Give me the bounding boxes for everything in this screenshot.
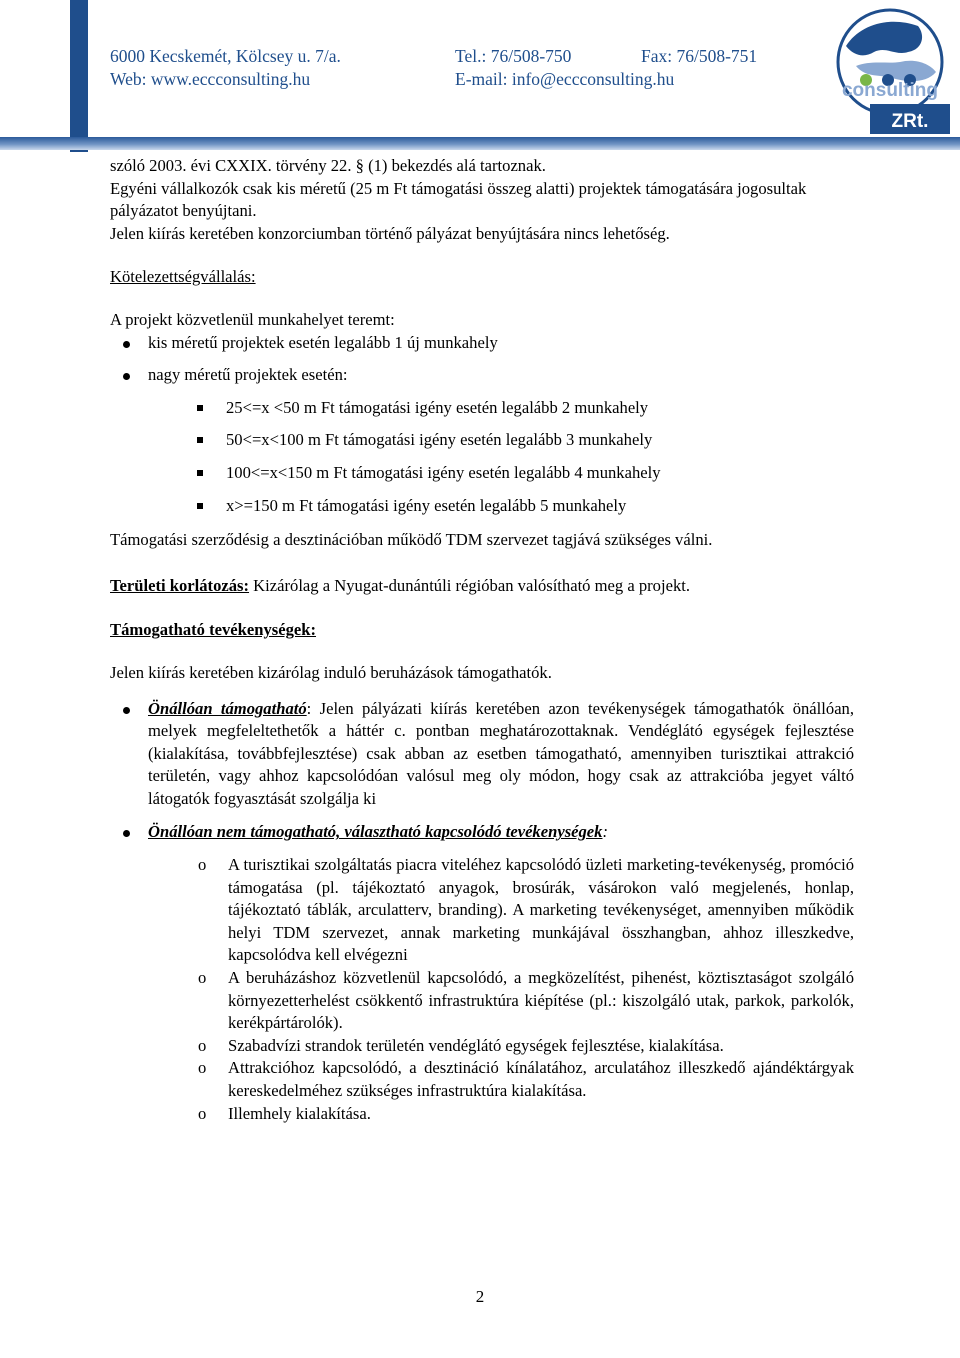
circle-bullet-icon: o — [198, 1035, 207, 1055]
sub-item-text: x>=150 m Ft támogatási igény esetén legalább 5 munkahely — [226, 495, 627, 515]
standalone-title: Önállóan támogatható — [148, 698, 307, 718]
territorial-text: Kizárólag a Nyugat-dunántúli régióban valósítható meg a projekt. — [249, 575, 691, 595]
activities-lead: Jelen kiírás keretében kizárólag induló beruházások támogathatók. — [110, 662, 552, 682]
header-address: 6000 Kecskemét, Kölcsey u. 7/a. — [110, 46, 341, 66]
header-vertical-bar — [70, 0, 88, 152]
sub-item-text: Attrakcióhoz kapcsolódó, a desztináció kínálatához, arculatához illeszkedő ajándéktárgyak kereskedelméhez szükséges infrastruktúra kialakítása. — [228, 1058, 854, 1100]
header-tel: Tel.: 76/508-750 — [455, 46, 572, 66]
sub-item-text: 25<=x <50 m Ft támogatási igény esetén legalább 2 munkahely — [226, 397, 649, 417]
bullet-icon — [123, 373, 130, 380]
sub-item-text: Szabadvízi strandok területén vendéglátó egységek fejlesztése, kialakítása. — [228, 1035, 724, 1055]
logo-word: consulting — [841, 80, 939, 101]
activities-heading: Támogatható tevékenységek: — [110, 620, 317, 640]
circle-bullet-icon: o — [198, 1058, 207, 1078]
bullet-icon — [123, 707, 130, 714]
commitment-lead: A projekt közvetlenül munkahelyet teremt: — [110, 309, 395, 329]
intro-line-3: Jelen kiírás keretében konzorciumban történő pályázat benyújtására nincs lehetőség. — [110, 223, 670, 243]
header-email: E-mail: info@eccconsulting.hu — [455, 69, 675, 89]
list-item — [110, 332, 854, 355]
square-bullet-icon — [197, 503, 203, 509]
bullet-text: kis méretű projektek esetén legalább 1 új munkahely — [148, 332, 498, 352]
standalone-text: : Jelen pályázati kiírás keretében azon tevékenységek támogathatók önállóan, melyek megfeleltethetők a háttér c. pontban meghatározottaknak. Vendéglátó egységek fejlesztése (kialakítása, továbbfejlesztése) csak abban az esetben támogatható, amennyiben turisztikai attrakció területén, vagy ahhoz kapcsolódóan valósul meg oly módon, hogy csak az attrakcióba jegyet váltó látogatók fogyasztását szolgálja ki — [148, 698, 855, 808]
header-fax: Fax: 76/508-751 — [641, 46, 758, 66]
intro-line-1: szóló 2003. évi CXXIX. törvény 22. § (1) bekezdés alá tartoznak. — [110, 156, 546, 175]
ecc-consulting-logo — [826, 6, 950, 134]
sub-item-text: 50<=x<100 m Ft támogatási igény esetén legalább 3 munkahely — [226, 430, 653, 450]
commitment-heading: Kötelezettségvállalás: — [110, 267, 256, 287]
list-item — [110, 1057, 854, 1102]
intro-line-2: Egyéni vállalkozók csak kis méretű (25 m Ft támogatási összeg alatti) projektek támogatására jogosultak pályázatot benyújtani. — [110, 178, 807, 221]
list-item — [110, 429, 854, 452]
bullet-icon — [123, 830, 130, 837]
square-bullet-icon — [197, 437, 203, 443]
bullet-text — [148, 698, 854, 811]
optional-colon: : — [602, 822, 609, 842]
sub-item-text: A beruházáshoz közvetlenül kapcsolódó, a megközelítést, pihenést, köztisztaságot szolgáló környezetterhelést csökkentő infrastruktúra kiépítése (pl.: kiszolgáló utak, parkok, parkolók, kerékpártárolók). — [228, 968, 854, 1033]
list-item — [110, 1103, 854, 1126]
bullet-text: nagy méretű projektek esetén: — [148, 365, 348, 385]
sub-item-text: 100<=x<150 m Ft támogatási igény esetén legalább 4 munkahely — [226, 462, 661, 482]
bullet-icon — [123, 341, 130, 348]
tdm-requirement: Támogatási szerződésig a desztinációban működő TDM szervezet tagjává szükséges válni. — [110, 530, 713, 550]
list-item — [110, 462, 854, 485]
territorial-heading: Területi korlátozás: — [110, 575, 250, 595]
list-item — [110, 495, 854, 518]
list-item — [110, 1035, 854, 1058]
header-horizontal-bar — [0, 137, 960, 150]
document-body — [110, 155, 854, 1125]
list-item — [110, 364, 854, 387]
square-bullet-icon — [197, 405, 203, 411]
circle-bullet-icon: o — [198, 968, 207, 988]
logo-suffix: ZRt. — [891, 111, 929, 132]
list-item — [110, 821, 854, 844]
circle-bullet-icon: o — [198, 855, 207, 875]
list-item — [110, 967, 854, 1035]
bullet-text — [148, 821, 854, 844]
sub-item-text: A turisztikai szolgáltatás piacra viteléhez kapcsolódó üzleti marketing-tevékenység, promóció támogatása (pl. tájékoztató anyagok, brosúrák, vásárokon való megjelenés, honlap, tájékoztató táblák, arculatterv, branding). A marketing tevékenységet, amennyiben működik helyi TDM szervezet, annak marketing munkájával összhangban, ahhoz illeszkedve, kapcsolódva kell elvégezni — [228, 855, 854, 965]
list-item — [110, 698, 854, 811]
circle-bullet-icon: o — [198, 1103, 207, 1123]
optional-title: Önállóan nem támogatható, választható kapcsolódó tevékenységek — [148, 822, 603, 842]
territorial-paragraph — [110, 575, 854, 598]
sub-item-text: Illemhely kialakítása. — [228, 1103, 371, 1123]
list-item — [110, 854, 854, 967]
square-bullet-icon — [197, 470, 203, 476]
header-web: Web: www.eccconsulting.hu — [110, 69, 311, 89]
page-number: 2 — [475, 1287, 485, 1306]
list-item — [110, 397, 854, 420]
